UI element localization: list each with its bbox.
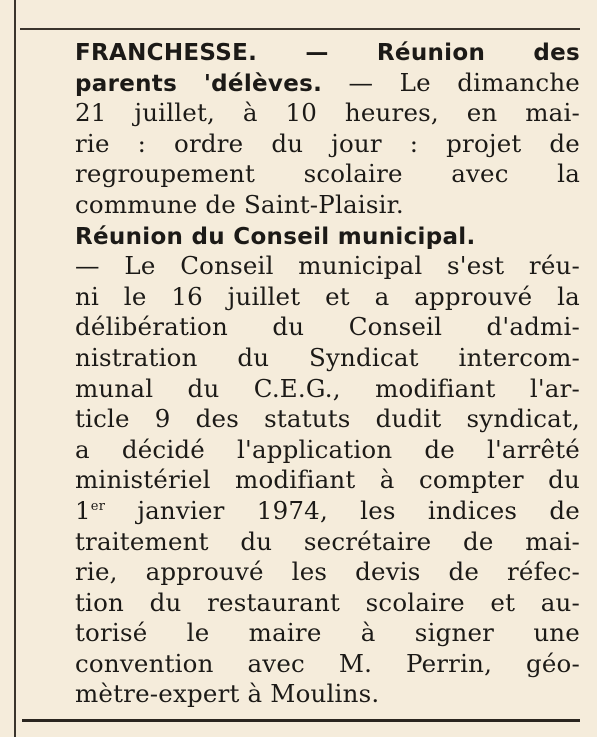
article-body: [75, 37, 580, 710]
article-line: munal du C.E.G., modifiant l'ar-: [75, 373, 580, 403]
article-line: torisé le maire à signer une: [75, 618, 580, 648]
top-rule: [20, 28, 580, 30]
article-line: ticle 9 des statuts dudit syndicat,: [75, 404, 580, 434]
article-line: délibération du Conseil d'admi-: [75, 312, 580, 342]
article-heading-franchesse: FRANCHESSE.: [75, 40, 258, 66]
article-line: ministériel modifiant à compter du: [75, 465, 580, 495]
subheading-reunion-parents: Réunion des: [376, 40, 580, 66]
article-line: convention avec M. Perrin, géo-: [75, 648, 580, 678]
left-column-rule: [14, 0, 16, 737]
subheading-conseil-municipal: Réunion du Conseil municipal.: [75, 223, 476, 250]
article-line: regroupement scolaire avec la: [75, 159, 580, 189]
article-line: traitement du secrétaire de mai-: [75, 526, 580, 556]
article-line: rie : ordre du jour : projet de: [75, 128, 580, 158]
ordinal-superscript: er: [90, 498, 106, 514]
article-line: a décidé l'application de l'arrêté: [75, 434, 580, 464]
article-line: tion du restaurant scolaire et au-: [75, 587, 580, 617]
article-line: [75, 496, 580, 527]
article-line: mètre-expert à Moulins.: [75, 679, 380, 709]
article-line: [75, 221, 580, 252]
article-line: nistration du Syndicat intercom-: [75, 342, 580, 372]
article-line: [75, 68, 580, 99]
ordinal-number: 1: [75, 495, 91, 525]
article-line: rie, approuvé les devis de réfec-: [75, 557, 580, 587]
article-line: 21 juillet, à 10 heures, en mai-: [75, 98, 580, 128]
bottom-rule: [22, 719, 580, 722]
article-line: [75, 37, 580, 68]
article-line: ni le 16 juillet et a approuvé la: [75, 281, 580, 311]
article-line: commune de Saint-Plaisir.: [75, 189, 404, 219]
article-text: — Le dimanche: [322, 67, 580, 97]
article-text: janvier 1974, les indices de: [105, 495, 580, 525]
subheading-reunion-parents-cont: parents 'délèves.: [75, 70, 323, 97]
article-line: — Le Conseil municipal s'est réu-: [75, 251, 580, 281]
heading-dash: —: [257, 40, 377, 66]
